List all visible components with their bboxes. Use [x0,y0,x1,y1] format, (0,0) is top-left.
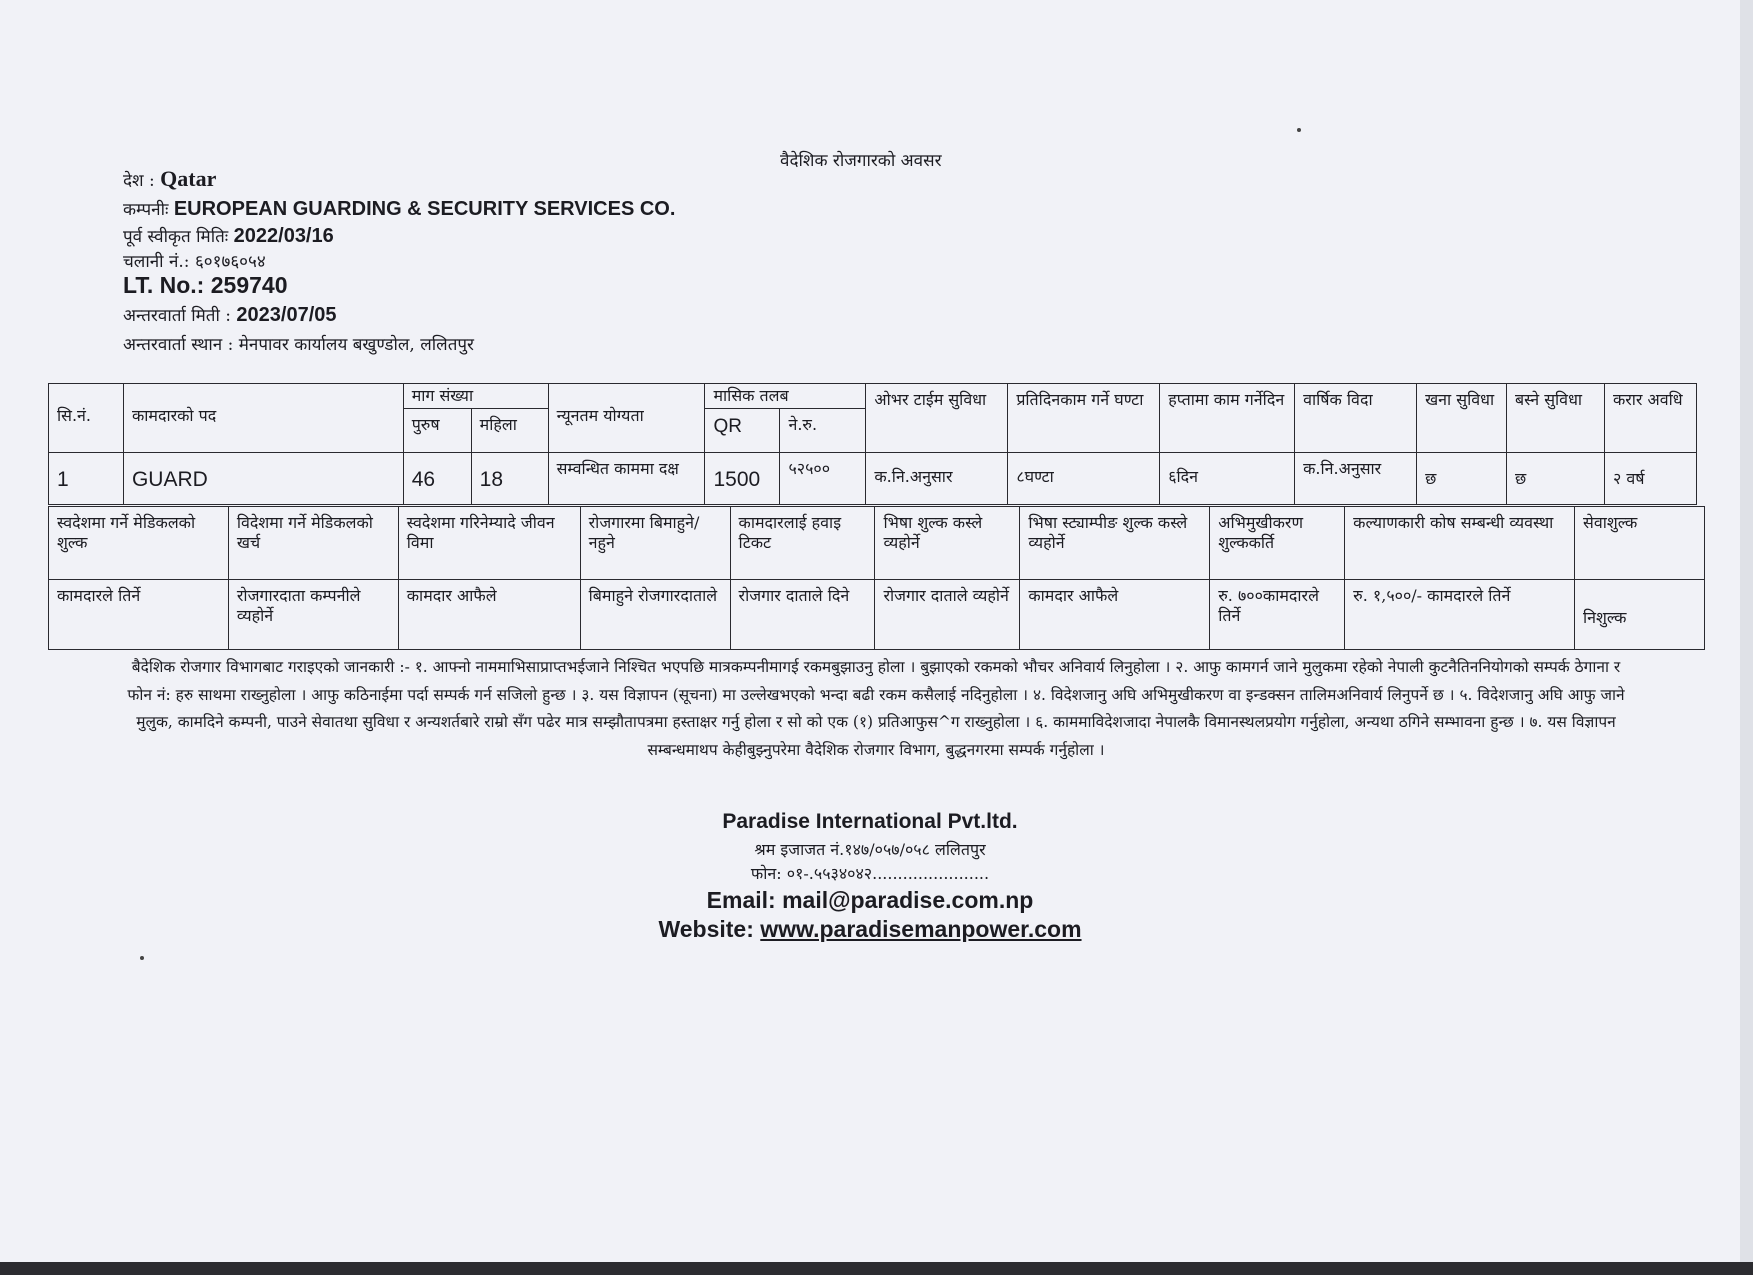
cell-visa-stamping: कामदार आफैले [1020,580,1210,650]
agency-name: Paradise International Pvt.ltd. [722,810,1018,833]
job-details-table [48,383,1697,505]
cell-service-fee: निशुल्क [1575,580,1705,650]
agency-footer [600,810,1140,944]
cell-life-insurance: कामदार आफैले [398,580,580,650]
country-line: देश : Qatar [123,166,217,191]
terms-header-row [49,507,1705,580]
department-notice: बैदेशिक रोजगार विभागबाट गराइएको जानकारी :- १. आफ्नो नाममाभिसाप्राप्तभईजाने निश्चित भएपछि मात्रकम्पनीमागई रकमबुझाउनु होला । बुझाएको रकमको भौचर अनिवार्य लिनुहोला । २. आफु कामगर्न जाने मुलुकमा रहेको नेपाली कुटनैतिननियोगको सम्पर्क ठेगाना र फोन नं: हरु साथमा राख्नुहोला । आफु कठिनाईमा पर्दा सम्पर्क गर्न सजिलो हुन्छ । ३. यस विज्ञापन (सूचना) मा उल्लेखभएको भन्दा बढी रकम कसैलाई नदिनुहोला । ४. विदेशजानु अघि अभिमुखीकरण वा इन्डक्सन तालिमअनिवार्य लिनुपर्ने छ । ५. विदेशजानु अघि आफु जाने मुलुक, कामदिने कम्पनी, पाउने सेवातथा सुविधा र अन्यशर्तबारे राम्रो सँग पढेर मात्र सम्झौतापत्रमा हस्ताक्षर गर्नु होला र सो को एक (१) प्रतिआफुस^ग राख्नुहोला । ६. काममाविदेशजादा नेपालकै विमानस्थलप्रयोग गर्नुहोला, अन्यथा ठगिने सम्भावना हुन्छ । ७. यस विज्ञापन सम्बन्धमाथप केहीबुझ्नुपरेमा वैदेशिक रोजगार विभाग, बुद्धनगरमा सम्पर्क गर्नुहोला । [127,658,1625,759]
col-header-female: महिला [471,409,548,453]
cell-position: GUARD [123,453,403,505]
cell-overtime: क.नि.अनुसार [866,453,1008,505]
cell-medical-cost-abroad: रोजगारदाता कम्पनीले व्यहोर्ने [228,580,398,650]
col-header-employment-insurance: रोजगारमा बिमाहुने/नहुने [580,507,730,580]
interview-place-line: अन्तरवार्ता स्थान : मेनपावर कार्यालय बखुण्डोल, ललितपुर [123,335,474,355]
cell-medical-fee-home: कामदारले तिर्ने [49,580,229,650]
cell-welfare-fund: रु. १,५००/- कामदारले तिर्ने [1345,580,1575,650]
cell-male: 46 [403,453,471,505]
cell-food: छ [1417,453,1507,505]
cell-female: 18 [471,453,548,505]
interview-date-line: अन्तरवार्ता मिती : 2023/07/05 [123,304,337,326]
col-header-medical-fee-home: स्वदेशमा गर्ने मेडिकलको शुल्क [49,507,229,580]
company-line: कम्पनीः EUROPEAN GUARDING & SECURITY SERVICES CO. [123,198,676,220]
cell-qualification: सम्वन्धित काममा दक्ष [548,453,705,505]
col-header-accommodation: बस्ने सुविधा [1507,384,1605,453]
table-header-row [49,384,1697,409]
cell-employment-insurance: बिमाहुने रोजगारदाताले [580,580,730,650]
col-header-weekly-days: हप्तामा काम गर्नेदिन [1160,384,1295,453]
col-header-sn: सि.नं. [49,384,124,453]
dispatch-number-line: चलानी नं.: ६०१७६०५४ [123,252,266,272]
col-header-daily-hours: प्रतिदिनकाम गर्ने घण्टा [1008,384,1160,453]
website-link[interactable]: www.paradisemanpower.com [760,916,1082,942]
cell-sn: 1 [49,453,124,505]
approval-date-line: पूर्व स्वीकृत मितिः 2022/03/16 [123,225,334,247]
col-header-overtime: ओभर टाईम सुविधा [866,384,1008,453]
document-title: वैदेशिक रोजगारको अवसर [780,151,942,171]
cell-orientation: रु. ७००कामदारले तिर्ने [1210,580,1345,650]
col-header-visa-fee: भिषा शुल्क कस्ले व्यहोर्ने [875,507,1020,580]
website-label: Website: [658,916,761,942]
col-header-service-fee: सेवाशुल्क [1575,507,1705,580]
agency-website [600,915,1140,944]
scan-speck [140,956,144,960]
col-header-demand: माग संख्या [403,384,548,409]
cell-air-ticket: रोजगार दाताले दिने [730,580,875,650]
col-header-contract: करार अवधि [1604,384,1696,453]
cell-annual-leave: क.नि.अनुसार [1295,453,1417,505]
col-header-position: कामदारको पद [123,384,403,453]
col-header-male: पुरुष [403,409,471,453]
col-header-qualification: न्यूनतम योग्यता [548,384,705,453]
agency-license: श्रम इजाजत नं.१४७/०५७/०५८ ललितपुर [754,840,986,859]
col-header-medical-cost-abroad: विदेशमा गर्ने मेडिकलको खर्च [228,507,398,580]
scanner-edge-bottom [0,1262,1753,1275]
col-header-salary: मासिक तलब [705,384,866,409]
lt-number-line: LT. No.: 259740 [123,272,288,298]
scan-speck [1297,128,1301,132]
agency-phone: फोन: ०१-.५५३४०४२....................... [750,864,990,883]
cell-weekly-days: ६दिन [1160,453,1295,505]
col-header-food: खना सुविधा [1417,384,1507,453]
cell-accommodation: छ [1507,453,1605,505]
table-row [49,453,1697,505]
col-header-welfare-fund: कल्याणकारी कोष सम्बन्धी व्यवस्था [1345,507,1575,580]
col-header-life-insurance: स्वदेशमा गरिनेम्यादे जीवन विमा [398,507,580,580]
col-header-annual-leave: वार्षिक विदा [1295,384,1417,453]
cell-qr: 1500 [705,453,780,505]
agency-email: Email: mail@paradise.com.np [706,887,1034,913]
col-header-qr: QR [705,409,780,453]
col-header-visa-stamping: भिषा स्ट्याम्पीङ शुल्क कस्ले व्यहोर्ने [1020,507,1210,580]
terms-table [48,506,1705,650]
scanner-edge-right [1740,0,1753,1275]
cell-contract: २ वर्ष [1604,453,1696,505]
terms-row [49,580,1705,650]
col-header-orientation: अभिमुखीकरण शुल्ककर्ति [1210,507,1345,580]
col-header-npr: ने.रु. [780,409,866,453]
cell-daily-hours: ८घण्टा [1008,453,1160,505]
cell-npr: ५२५०० [780,453,866,505]
col-header-air-ticket: कामदारलाई हवाइ टिकट [730,507,875,580]
cell-visa-fee: रोजगार दाताले व्यहोर्ने [875,580,1020,650]
